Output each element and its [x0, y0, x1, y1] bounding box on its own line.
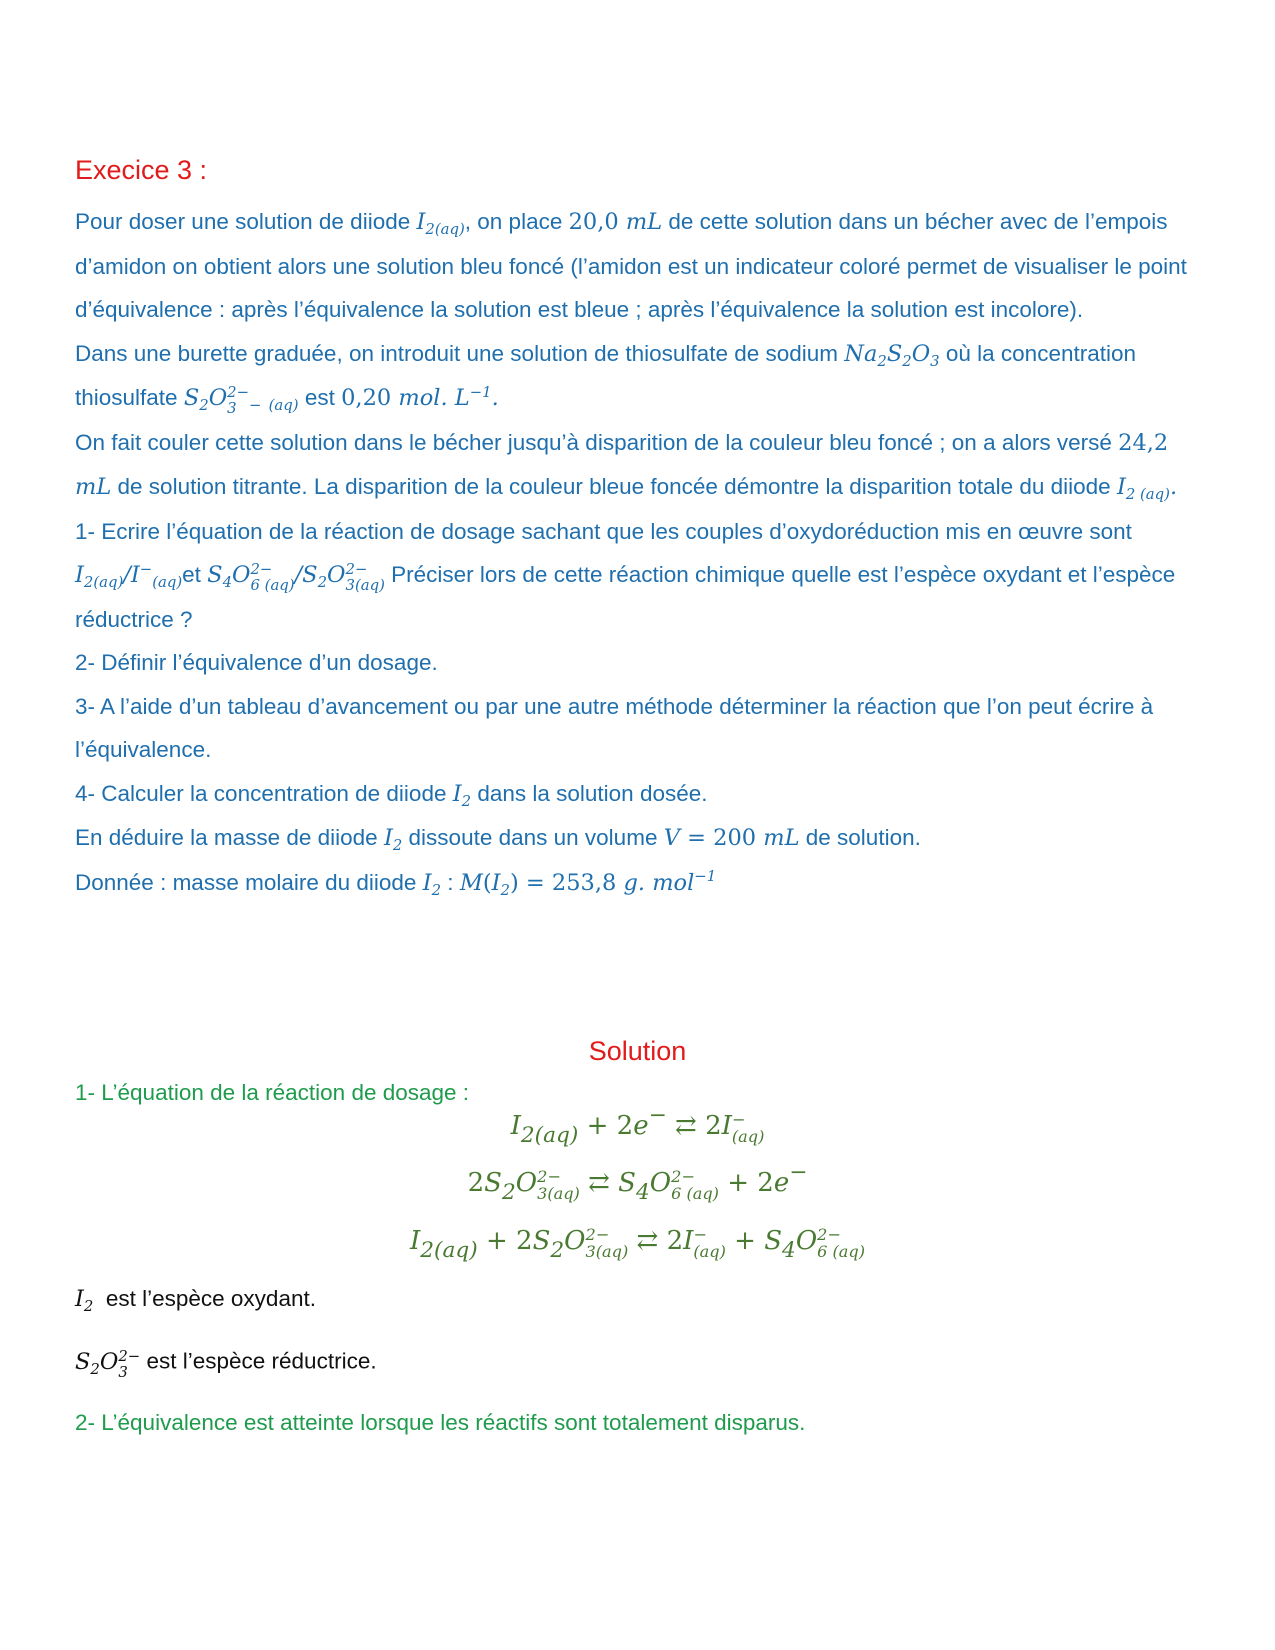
- solution-q1-heading: 1- L’équation de la réaction de dosage :: [75, 1080, 470, 1105]
- math-volume-v: V = 200 mL: [663, 825, 800, 851]
- reductant-statement: $S_2O$ 2− 3 est l’espèce réductrice.: [75, 1347, 377, 1381]
- paragraph-titration: On fait couler cette solution dans le bécher jusqu’à disparition de la couleur bleu foncé ; on a alors versé 24,2 mL de solution titrante. La disparition de la couleur bleue foncée démontre la disparition totale du diiode $I_{2 (aq)}$.: [75, 429, 1178, 504]
- math-concentration: 0,20 mol. $L^{-1}$.: [341, 382, 499, 411]
- paragraph-intro: Pour doser une solution de diiode $I_{2(aq)}$, on place 20,0 mL de cette solution dans un bécher avec de l’empois d’amidon on obtient alors une solution bleu foncé (l’amidon est un indicateur coloré permet de visualiser le point d’équivalence : après l’équivalence la solution est bleue ; après l’équivalence la solution est incolore).: [75, 209, 1187, 322]
- exercise-title: Execice 3 :: [75, 155, 208, 185]
- paragraph-burette: Dans une burette graduée, on introduit une solution de thiosulfate de sodium $Na_2S_2O_3$ où la concentration thiosulfate $S_2O$ 2− 3 − $_{(aq)}$ est 0,20 mol. $L^{-1}$.: [75, 340, 1137, 417]
- math-titrant-volume: 24,2 mL: [75, 429, 1169, 500]
- question-3: 3- A l’aide d’un tableau d’avancement ou par une autre méthode déterminer la réaction que l’on peut écrire à l’équivalence.: [75, 693, 1154, 762]
- math-sodium-thiosulfate: $Na_2S_2O_3$: [844, 340, 940, 370]
- math-i2: $I_2$: [452, 780, 472, 810]
- question-1: 1- Ecrire l’équation de la réaction de dosage sachant que les couples d’oxydoréduction mis en œuvre sont $I_{2(aq)}/I^-_{(aq)}et$ $S_4O$ 2− 6 (aq) $/S_2O$ 2− 3(aq) Préciser lors de cette réaction chimique quelle est l’espèce oxydant et l’espèce réductrice ?: [75, 518, 1176, 632]
- math-i2-mass: $I_2$: [383, 825, 403, 855]
- half-equation-thiosulfate: $2S_2O$ 2− 3(aq) ⇄ $S_4O$ 2− 6 (aq) + 2e−: [467, 1160, 808, 1205]
- half-equation-iodine: $I_{2(aq)} + 2e^-$ ⇄ 2I − (aq): [510, 1103, 765, 1148]
- solution-q2-answer: 2- L’équivalence est atteinte lorsque les réactifs sont totalement disparus.: [75, 1410, 806, 1435]
- math-couple-thiosulfate: $S_4O$ 2− 6 (aq) $/S_2O$ 2− 3(aq): [207, 560, 385, 594]
- math-diiode: $I_{2(aq)}$: [416, 209, 465, 239]
- question-2: 2- Définir l’équivalence d’un dosage.: [75, 650, 438, 675]
- math-couple-iodine: $I_{2(aq)}/I^-_{(aq)}$: [75, 559, 183, 592]
- math-volume: 20,0 mL: [568, 209, 663, 235]
- overall-equation: $I_{2(aq)} + 2S_2O$ 2− 3(aq) ⇄ 2I − (aq) + $S_4O$ 2− 6 (aq): [409, 1225, 865, 1263]
- math-i2-data: $I_2$: [422, 869, 442, 899]
- given-data: Donnée : masse molaire du diiode $I_2$ : $M(I_2) = 253,8$ g. mol$^{-1}$: [75, 867, 717, 899]
- oxidant-species: $I_2$: [75, 1286, 94, 1316]
- reductant-species: $S_2O$ 2− 3: [75, 1347, 141, 1381]
- solution-title: Solution: [588, 1036, 687, 1066]
- math-diiode-aq: $I_{2 (aq)}$.: [1116, 474, 1178, 504]
- math-thiosulfate-ion: $S_2O$ 2− 3 − $_{(aq)}$: [183, 383, 299, 417]
- oxidant-statement: $I_2$ est l’espèce oxydant.: [75, 1286, 316, 1316]
- math-molar-mass: $M(I_2) = 253,8$ g. mol$^{-1}$: [459, 867, 717, 899]
- question-4-mass: En déduire la masse de diiode $I_2$ dissoute dans un volume V = 200 mL de solution.: [75, 825, 921, 855]
- question-4: 4- Calculer la concentration de diiode $I_2$ dans la solution dosée.: [75, 780, 708, 810]
- exercise-statement: [75, 200, 1210, 905]
